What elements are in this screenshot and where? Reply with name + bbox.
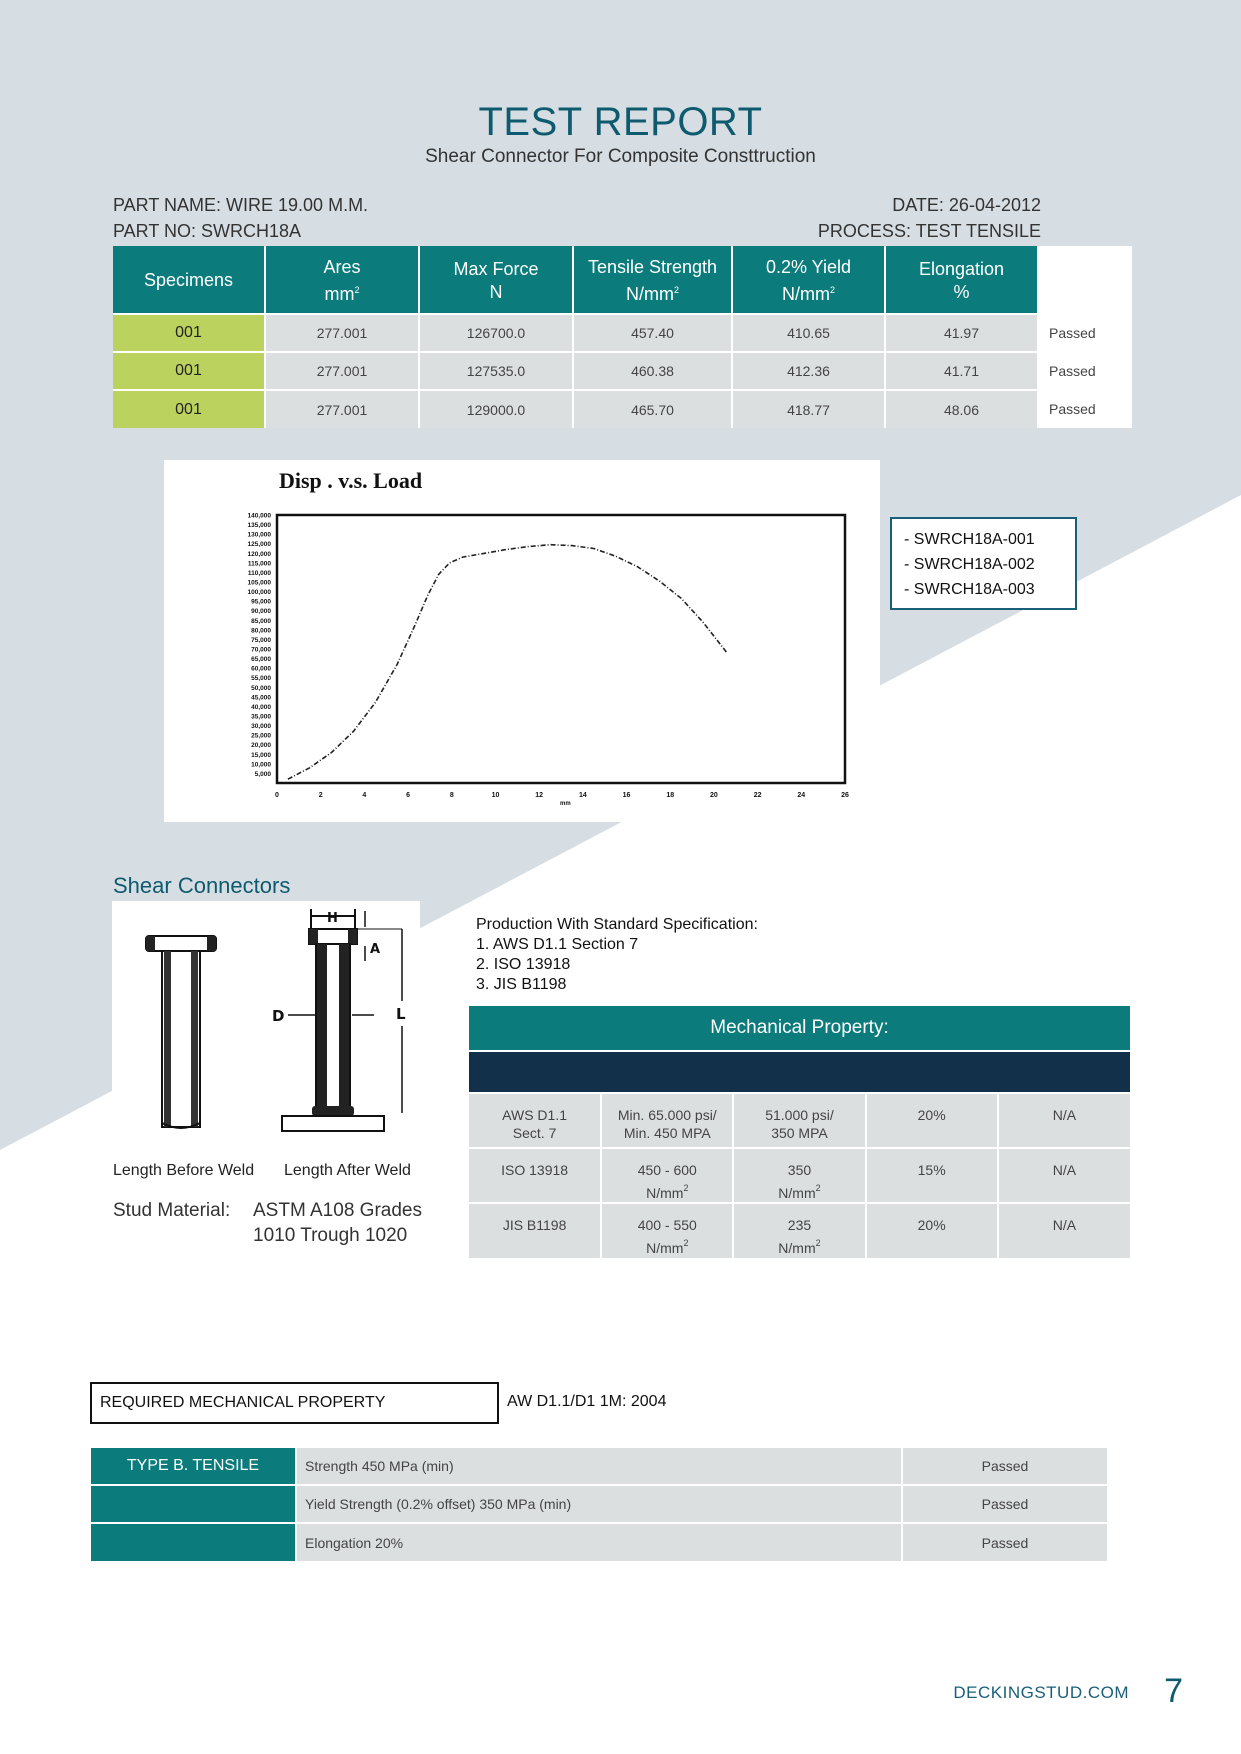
shear-connectors-title: Shear Connectors	[113, 873, 291, 898]
y-tick-label: 45,000	[251, 694, 271, 702]
other-cell: N/A	[998, 1093, 1130, 1148]
series-line	[288, 545, 727, 780]
elongation-cell: 20%	[866, 1203, 998, 1258]
y-tick-label: 15,000	[251, 751, 271, 759]
label-a: A	[370, 942, 381, 957]
specification-item: 1. AWS D1.1 Section 7	[476, 936, 639, 953]
col-area: Ares $mm^2$	[265, 246, 419, 314]
test-process: PROCESS: TEST TENSILE	[817, 221, 1041, 241]
other-cell: N/A	[998, 1148, 1130, 1203]
status-cell: Passed	[1038, 390, 1132, 428]
results-header-row	[113, 246, 1132, 314]
elongation-cell: 15%	[866, 1148, 998, 1203]
label-l: L	[396, 1005, 406, 1023]
type-label: TYPE B. TENSILE	[91, 1447, 296, 1485]
y-tick-label: 80,000	[251, 627, 271, 635]
y-tick-label: 20,000	[251, 742, 271, 750]
y-tick-label: 35,000	[251, 713, 271, 721]
table-row	[469, 1093, 1130, 1148]
requirement-result: Passed	[902, 1523, 1107, 1561]
caption-before-weld: Length Before Weld	[113, 1162, 255, 1179]
part-info	[113, 192, 368, 244]
table-row	[113, 314, 1132, 352]
table-row	[469, 1148, 1130, 1203]
stud-before-weld-icon	[146, 936, 216, 1128]
x-tick-label: 24	[797, 792, 806, 799]
test-date: DATE: 26-04-2012	[892, 195, 1041, 215]
specification-item: 3. JIS B1198	[476, 976, 567, 993]
yield-cell: 418.77	[732, 390, 885, 428]
col-status	[1038, 246, 1132, 314]
type-label-empty	[91, 1523, 296, 1561]
table-row	[113, 352, 1132, 390]
max-force-cell: 126700.0	[419, 314, 573, 352]
max-force-cell: 127535.0	[419, 352, 573, 390]
elongation-cell: 20%	[866, 1093, 998, 1148]
legend-item: - SWRCH18A-001	[904, 531, 1035, 548]
y-tick-label: 60,000	[251, 665, 271, 673]
plot-frame	[277, 515, 845, 783]
status-cell: Passed	[1038, 314, 1132, 352]
x-tick-label: 6	[406, 792, 411, 799]
stud-after-weld-icon	[272, 909, 406, 1131]
stud-diagram	[112, 901, 420, 1146]
x-tick-label: 8	[449, 792, 454, 799]
table-row	[469, 1203, 1130, 1258]
y-tick-label: 65,000	[251, 656, 271, 664]
table-row	[91, 1447, 1107, 1485]
std-cell: ISO 13918	[469, 1148, 601, 1203]
y-tick-label: 10,000	[251, 761, 271, 769]
specification-list	[476, 915, 758, 995]
y-tick-label: 25,000	[251, 732, 271, 740]
requirement-result: Passed	[902, 1447, 1107, 1485]
x-tick-label: 18	[666, 792, 675, 799]
col-tensile-strength: Tensile Strength $N/mm^2$	[573, 246, 732, 314]
chart-legend	[890, 517, 1077, 610]
type-b-tensile-table	[91, 1446, 1107, 1561]
tensile-cell: 460.38	[573, 352, 732, 390]
status-cell: Passed	[1038, 352, 1132, 390]
table-row	[91, 1485, 1107, 1523]
elongation-cell: 41.71	[885, 352, 1038, 390]
part-name: PART NAME: WIRE 19.00 M.M.	[113, 195, 369, 215]
requirement-desc: Yield Strength (0.2% offset) 350 MPa (min)	[296, 1485, 902, 1523]
x-tick-label: 22	[753, 792, 762, 799]
chart-svg	[164, 460, 880, 822]
y-tick-label: 55,000	[251, 675, 271, 683]
y-tick-label: 100,000	[247, 589, 271, 597]
y-tick-label: 5,000	[254, 770, 271, 778]
caption-after-weld: Length After Weld	[284, 1162, 411, 1179]
disp-load-chart	[164, 460, 880, 822]
requirement-result: Passed	[902, 1485, 1107, 1523]
y-tick-label: 110,000	[247, 569, 271, 577]
area-cell: 277.001	[265, 352, 419, 390]
tensile-cell: 465.70	[573, 390, 732, 428]
required-property-standard: AW D1.1/D1 1M: 2004	[507, 1393, 667, 1410]
y-tick-label: 115,000	[247, 560, 271, 568]
elongation-cell: 48.06	[885, 390, 1038, 428]
specification-item: 2. ISO 13918	[476, 956, 571, 973]
y-tick-label: 105,000	[247, 579, 271, 587]
yield-cell: 235 $N/mm^2$	[733, 1203, 865, 1258]
stud-material-label: Stud Material:	[113, 1200, 231, 1221]
tensile-cell: Min. 65.000 psi/ Min. 450 MPA	[601, 1093, 733, 1148]
max-force-cell: 129000.0	[419, 390, 573, 428]
x-tick-label: 4	[362, 792, 367, 799]
y-tick-label: 125,000	[247, 541, 271, 549]
specification-heading: Production With Standard Specification:	[476, 916, 758, 933]
y-tick-label: 30,000	[251, 723, 271, 731]
yield-cell: 350 $N/mm^2$	[733, 1148, 865, 1203]
area-cell: 277.001	[265, 390, 419, 428]
y-tick-label: 75,000	[251, 636, 271, 644]
yield-cell: 410.65	[732, 314, 885, 352]
mechanical-property-table	[469, 1006, 1130, 1258]
col-yield: 0.2% Yield $N/mm^2$	[732, 246, 885, 314]
page-subtitle: Shear Connector For Composite Consttruction	[425, 146, 816, 167]
label-d: D	[272, 1007, 285, 1025]
y-axis-ticks	[248, 513, 272, 778]
chart-title: Disp . v.s. Load	[279, 468, 423, 493]
col-specimens: Specimens	[113, 246, 265, 314]
specimen-cell: 001	[113, 314, 265, 352]
stud-diagram-svg	[112, 901, 420, 1146]
label-h: H	[327, 911, 338, 926]
elongation-cell: 41.97	[885, 314, 1038, 352]
yield-cell: 51.000 psi/ 350 MPA	[733, 1093, 865, 1148]
required-property-label: REQUIRED MECHANICAL PROPERTY	[90, 1382, 499, 1424]
y-tick-label: 130,000	[247, 531, 271, 539]
x-tick-label: 26	[841, 792, 849, 799]
x-tick-label: 10	[491, 792, 500, 799]
yield-cell: 412.36	[732, 352, 885, 390]
y-tick-label: 90,000	[251, 608, 271, 616]
requirement-desc: Strength 450 MPa (min)	[296, 1447, 902, 1485]
stud-material	[113, 1198, 422, 1248]
std-cell: AWS D1.1 Sect. 7	[469, 1093, 601, 1148]
x-tick-label: 12	[535, 792, 544, 799]
x-tick-label: 0	[275, 792, 279, 799]
y-tick-label: 70,000	[251, 646, 271, 654]
x-axis-ticks	[275, 792, 849, 799]
part-no: PART NO: SWRCH18A	[113, 221, 302, 241]
specimen-cell: 001	[113, 390, 265, 428]
x-tick-label: 2	[318, 792, 323, 799]
site-url[interactable]: DECKINGSTUD.COM	[953, 1683, 1129, 1702]
area-cell: 277.001	[265, 314, 419, 352]
mechanical-property-title: Mechanical Property:	[469, 1006, 1130, 1050]
requirement-desc: Elongation 20%	[296, 1523, 902, 1561]
results-table	[113, 246, 1132, 428]
specimen-cell: 001	[113, 352, 265, 390]
mechanical-property-subheader	[469, 1052, 1130, 1092]
y-tick-label: 50,000	[251, 684, 271, 692]
std-cell: JIS B1198	[469, 1203, 601, 1258]
y-tick-label: 120,000	[247, 550, 271, 558]
other-cell: N/A	[998, 1203, 1130, 1258]
type-label-empty	[91, 1485, 296, 1523]
x-tick-label: 20	[710, 792, 718, 799]
stud-material-value: ASTM A108 Grades 1010 Trough 1020	[253, 1200, 422, 1246]
table-row	[91, 1523, 1107, 1561]
y-tick-label: 140,000	[247, 512, 271, 520]
test-info	[818, 192, 1041, 244]
y-tick-label: 40,000	[251, 703, 271, 711]
legend-item: - SWRCH18A-003	[904, 581, 1035, 598]
x-tick-label: 14	[578, 792, 587, 799]
x-tick-label: 16	[622, 792, 631, 799]
y-tick-label: 135,000	[247, 522, 271, 530]
col-elongation: Elongation %	[885, 246, 1038, 314]
legend-item: - SWRCH18A-002	[904, 556, 1035, 573]
tensile-cell: 450 - 600 $N/mm^2$	[601, 1148, 733, 1203]
tensile-cell: 457.40	[573, 314, 732, 352]
page-title: TEST REPORT	[478, 100, 763, 144]
tensile-cell: 400 - 550 $N/mm^2$	[601, 1203, 733, 1258]
page-number: 7	[1164, 1672, 1183, 1710]
x-axis-label: mm	[560, 801, 571, 807]
y-tick-label: 95,000	[251, 598, 271, 606]
col-max-force: Max Force N	[419, 246, 573, 314]
series-group	[288, 545, 727, 780]
table-row	[113, 390, 1132, 428]
y-tick-label: 85,000	[251, 617, 271, 625]
